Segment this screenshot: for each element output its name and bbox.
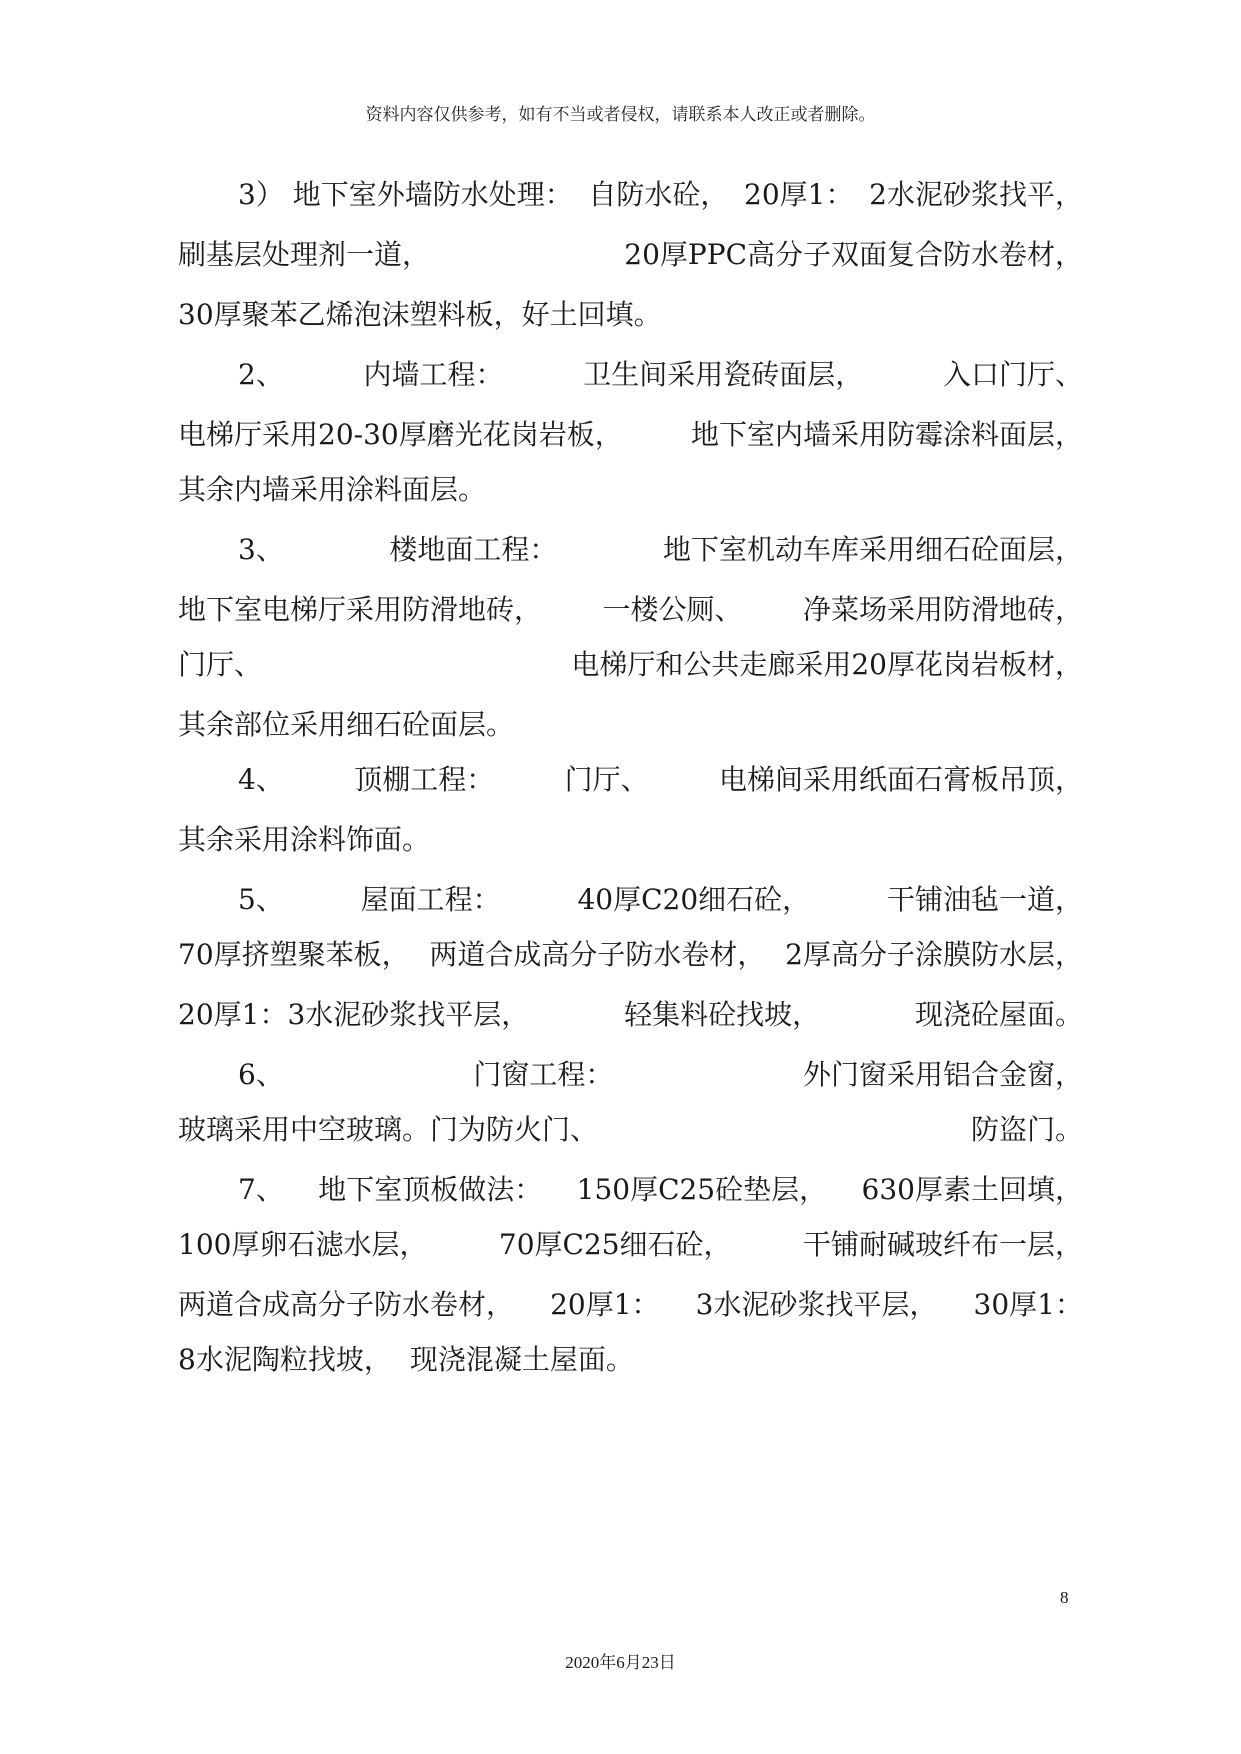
text-segment: 现浇砼屋面。 xyxy=(914,998,1083,1031)
text-segment: 卫生间采用瓷砖面层， xyxy=(583,358,864,391)
text-segment: 干铺耐碱玻纤布一层， xyxy=(802,1228,1083,1261)
text-line xyxy=(238,880,1083,920)
text-line xyxy=(238,175,1083,215)
text-segment: 20厚PPC高分子双面复合防水卷材， xyxy=(624,238,1083,271)
text-segment: 电梯间采用纸面石膏板吊顶， xyxy=(718,763,1083,796)
text-segment: 6、 xyxy=(238,1058,284,1091)
text-line xyxy=(238,1170,1083,1210)
text-line xyxy=(238,760,1083,800)
text-segment: 门厅、 xyxy=(178,648,263,681)
text-segment: 玻璃采用中空玻璃。门为防火门、 xyxy=(178,1113,599,1146)
text-segment: 3） 地下室外墙防水处理： xyxy=(238,178,573,211)
text-segment: 门厅、 xyxy=(564,763,649,796)
text-segment: 2水泥砂浆找平， xyxy=(869,178,1083,211)
text-segment: 5、 xyxy=(238,883,284,916)
text-segment: 40厚C20细石砼， xyxy=(577,883,811,916)
text-segment: 4、 xyxy=(238,763,284,796)
text-segment: 150厚C25砼垫层， xyxy=(576,1173,828,1206)
text-line xyxy=(238,1055,1083,1095)
footer-date: 2020年6月23日 xyxy=(565,1653,676,1672)
text-line xyxy=(178,295,1083,335)
text-line xyxy=(178,705,1083,745)
text-segment: 630厚素土回填， xyxy=(861,1173,1083,1206)
text-segment: 地下室电梯厅采用防滑地砖， xyxy=(178,593,543,626)
text-segment: 70厚C25细石砼， xyxy=(498,1228,732,1261)
text-segment: 地下室机动车库采用细石砼面层， xyxy=(662,533,1083,566)
text-line xyxy=(178,1340,1083,1380)
text-segment: 地下室顶板做法： xyxy=(318,1173,543,1206)
text-segment: 门窗工程： xyxy=(473,1058,614,1091)
text-segment: 干铺油毡一道， xyxy=(886,883,1083,916)
text-segment: 现浇混凝土屋面。 xyxy=(409,1343,634,1376)
page-number: 8 xyxy=(1060,1588,1069,1607)
text-segment: 3、 xyxy=(238,533,284,566)
text-segment: 顶棚工程： xyxy=(354,763,495,796)
text-line xyxy=(178,995,1083,1035)
text-segment: 净菜场采用防滑地砖， xyxy=(802,593,1083,626)
text-segment: 屋面工程： xyxy=(360,883,501,916)
text-segment: 刷基层处理剂一道， xyxy=(178,238,431,271)
text-line xyxy=(178,1225,1083,1265)
text-segment: 20厚1： xyxy=(550,1288,660,1321)
text-segment: 其余内墙采用涂料面层。 xyxy=(178,473,487,506)
text-segment: 地下室内墙采用防霉涂料面层， xyxy=(690,418,1083,451)
text-line xyxy=(238,530,1083,570)
text-line xyxy=(178,820,1083,860)
text-segment: 2、 xyxy=(238,358,284,391)
text-segment: 100厚卵石滤水层， xyxy=(178,1228,428,1261)
text-segment: 20厚1：3水泥砂浆找平层， xyxy=(178,998,530,1031)
text-segment: 两道合成高分子防水卷材， xyxy=(178,1288,515,1321)
text-line xyxy=(238,355,1083,395)
text-segment: 两道合成高分子防水卷材， xyxy=(429,938,766,971)
text-segment: 8水泥陶粒找坡， xyxy=(178,1343,392,1376)
text-segment: 轻集料砼找坡， xyxy=(624,998,821,1031)
text-segment: 外门窗采用铝合金窗， xyxy=(802,1058,1083,1091)
text-line xyxy=(178,935,1083,975)
text-line xyxy=(178,415,1083,455)
text-line xyxy=(178,645,1083,685)
text-segment: 楼地面工程： xyxy=(389,533,558,566)
text-segment: 自防水砼， xyxy=(588,178,729,211)
text-segment: 70厚挤塑聚苯板， xyxy=(178,938,410,971)
text-segment: 入口门厅、 xyxy=(942,358,1083,391)
text-segment: 2厚高分子涂膜防水层， xyxy=(785,938,1083,971)
text-segment: 一楼公厕、 xyxy=(602,593,743,626)
text-segment: 3水泥砂浆找平层， xyxy=(695,1288,938,1321)
text-segment: 20厚1： xyxy=(744,178,854,211)
text-segment: 内墙工程： xyxy=(363,358,504,391)
text-line xyxy=(178,590,1083,630)
text-line xyxy=(178,470,1083,510)
text-segment: 30厚1： xyxy=(973,1288,1083,1321)
text-segment: 防盗门。 xyxy=(970,1113,1083,1146)
text-line xyxy=(178,1285,1083,1325)
text-segment: 其余部位采用细石砼面层。 xyxy=(178,708,515,741)
text-segment: 其余采用涂料饰面。 xyxy=(178,823,431,856)
text-segment: 电梯厅采用20-30厚磨光花岗岩板， xyxy=(178,418,623,451)
text-segment: 7、 xyxy=(238,1173,284,1206)
text-segment: 电梯厅和公共走廊采用20厚花岗岩板材， xyxy=(571,648,1083,681)
text-line xyxy=(178,1110,1083,1150)
text-line xyxy=(178,235,1083,275)
text-segment: 30厚聚苯乙烯泡沫塑料板，好土回填。 xyxy=(178,298,662,331)
header-disclaimer: 资料内容仅供参考，如有不当或者侵权，请联系本人改正或者删除。 xyxy=(365,105,876,125)
